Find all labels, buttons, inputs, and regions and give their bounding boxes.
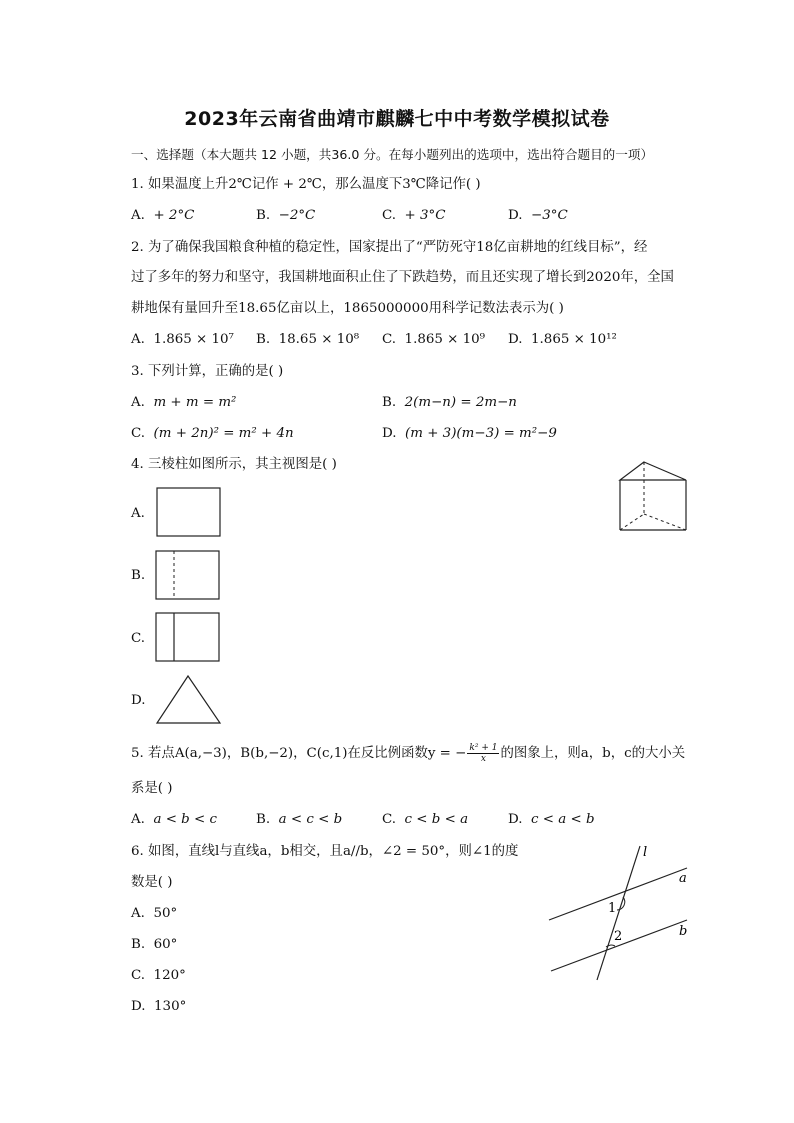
label-a: a: [679, 871, 687, 886]
q1-option-a[interactable]: A. + 2°C: [131, 208, 195, 223]
section-heading: 一、选择题（本大题共 12 小题，共36.0 分。在每小题列出的选项中，选出符合题目的一项）: [131, 147, 654, 162]
q4-option-b-figure[interactable]: [155, 550, 221, 602]
q4-option-a-figure[interactable]: [156, 487, 222, 539]
q6-option-d[interactable]: D. 130°: [131, 999, 187, 1014]
line-a: [549, 868, 687, 920]
triangular-prism-figure: [616, 458, 692, 534]
label-l: l: [643, 845, 648, 860]
prism-top-face: [620, 462, 686, 480]
q3-option-a[interactable]: A. m + m = m²: [131, 395, 237, 410]
q1-option-c[interactable]: C. + 3°C: [382, 208, 446, 223]
prism-hidden-right: [644, 514, 686, 530]
q4-option-c-figure[interactable]: [155, 612, 221, 664]
q2-option-c[interactable]: C. 1.865 × 10⁹: [382, 332, 486, 347]
question-3-text: 3. 下列计算，正确的是( ): [131, 364, 284, 379]
parallel-lines-figure: [545, 840, 695, 986]
q5-option-a[interactable]: A. a < b < c: [131, 812, 217, 827]
prism-hidden-left: [620, 514, 644, 530]
question-6-line-1: 6. 如图，直线l与直线a，b相交，且a//b，∠2 = 50°，则∠1的度: [131, 844, 519, 859]
q3-option-d[interactable]: D. (m + 3)(m−3) = m²−9: [382, 426, 557, 441]
label-angle-1: 1: [608, 901, 617, 916]
question-1-text: 1. 如果温度上升2℃记作 + 2℃，那么温度下3℃降记作( ): [131, 177, 481, 192]
question-6-line-2: 数是( ): [131, 875, 173, 890]
q4-option-b-label[interactable]: B.: [131, 568, 146, 583]
q4-option-d-figure[interactable]: [155, 674, 223, 726]
q5-option-c[interactable]: C. c < b < a: [382, 812, 469, 827]
q6-option-c[interactable]: C. 120°: [131, 968, 186, 983]
label-b: b: [679, 924, 688, 939]
q2-option-d[interactable]: D. 1.865 × 10¹²: [508, 332, 617, 347]
question-4-text: 4. 三棱柱如图所示，其主视图是( ): [131, 457, 337, 472]
page-title: 2023年云南省曲靖市麒麟七中中考数学模拟试卷: [184, 108, 610, 130]
q6-option-b[interactable]: B. 60°: [131, 937, 178, 952]
label-angle-2: 2: [614, 929, 623, 944]
question-5-line-1: 5. 若点A(a,−3)，B(b,−2)，C(c,1)在反比例函数y = − $\frac{\text{k² + 1}}{x}$ 的图象上，则a，b，c的大小关: [131, 743, 686, 764]
line-b: [551, 920, 687, 971]
fraction: $\frac{\text{k² + 1}}{x}$: [469, 743, 498, 764]
q6-option-a[interactable]: A. 50°: [131, 906, 178, 921]
q2-option-b[interactable]: B. 18.65 × 10⁸: [256, 332, 360, 347]
question-2-line-2: 过了多年的努力和坚守，我国耕地面积止住了下跌趋势，而且还实现了增长到2020年，全国: [131, 270, 674, 285]
q3-option-b[interactable]: B. 2(m−n) = 2m−n: [382, 395, 517, 410]
q4-option-d-label[interactable]: D.: [131, 693, 146, 708]
q4-option-c-label[interactable]: C.: [131, 631, 146, 646]
q2-option-a[interactable]: A. 1.865 × 10⁷: [131, 332, 234, 347]
line-l: [597, 846, 640, 980]
q1-option-b[interactable]: B. −2°C: [256, 208, 316, 223]
q3-option-c[interactable]: C. (m + 2n)² = m² + 4n: [131, 426, 294, 441]
question-2-line-1: 2. 为了确保我国粮食种植的稳定性，国家提出了“严防死守18亿亩耕地的红线目标”，经: [131, 240, 648, 255]
q4-option-a-label[interactable]: A.: [131, 506, 145, 521]
q5-option-d[interactable]: D. c < a < b: [508, 812, 595, 827]
question-2-line-3: 耕地保有量回升至18.65亿亩以上，1865000000用科学记数法表示为( ): [131, 301, 564, 316]
q1-option-d[interactable]: D. −3°C: [508, 208, 568, 223]
q5-option-b[interactable]: B. a < c < b: [256, 812, 343, 827]
question-5-line-2: 系是( ): [131, 781, 173, 796]
